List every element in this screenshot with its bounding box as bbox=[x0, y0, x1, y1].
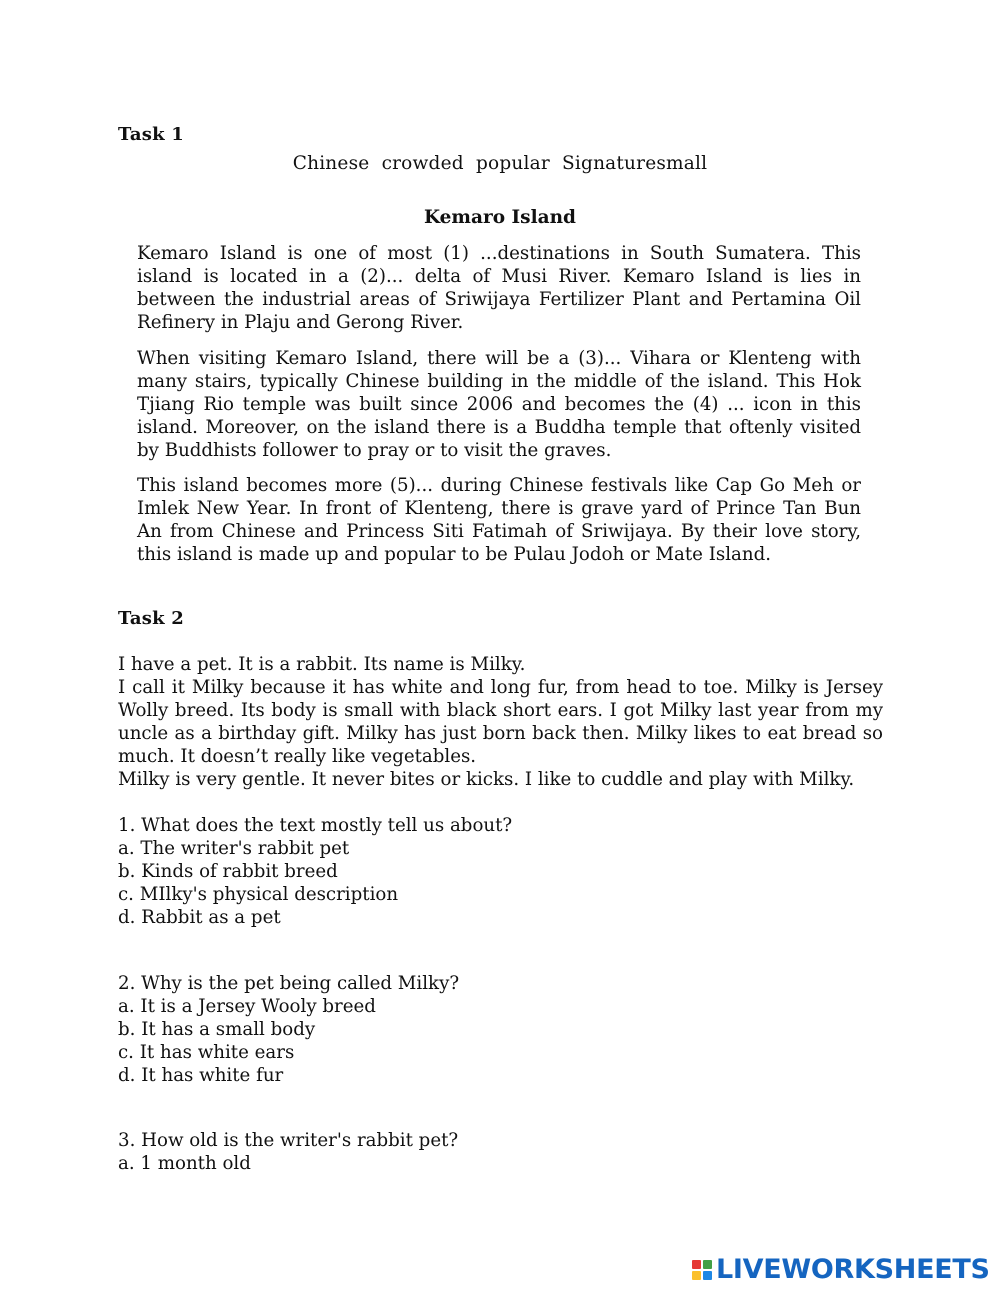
liveworksheets-logo bbox=[692, 1256, 990, 1284]
task1-heading: Task 1 bbox=[118, 124, 184, 145]
question-2-option-d: d. It has white fur bbox=[118, 1065, 284, 1086]
passage-paragraph-3: This island becomes more (5)... during Chinese festivals like Cap Go Meh or Imlek New Year. In front of Klenteng, there is grave yard of Prince Tan Bun An from Chinese and Princess Siti Fatimah of Sriwijaya. By their love story, this island is made up and popular to be Pulau Jodoh or Mate Island. bbox=[137, 475, 861, 565]
logo-tile bbox=[692, 1271, 701, 1280]
story-paragraph: I call it Milky because it has white and long fur, from head to toe. Milky is Jersey Wolly breed. Its body is small with black short ears. I got Milky last year from my uncle as a birthday gift. Milky has just born back then. Milky likes to eat bread so much. It doesn’t really like vegetables. bbox=[118, 677, 883, 767]
logo-tile bbox=[692, 1260, 701, 1269]
question-1: 1. What does the text mostly tell us about? bbox=[118, 815, 513, 836]
logo-tile bbox=[703, 1260, 712, 1269]
story-line-intro: I have a pet. It is a rabbit. Its name is Milky. bbox=[118, 654, 526, 675]
question-3: 3. How old is the writer's rabbit pet? bbox=[118, 1130, 459, 1151]
question-1-option-a: a. The writer's rabbit pet bbox=[118, 838, 350, 859]
passage-paragraph-2: When visiting Kemaro Island, there will be a (3)... Vihara or Klenteng with many stairs, typically Chinese building in the middle of the island. This Hok Tjiang Rio temple was built since 2006 and becomes the (4) ... icon in this island. Moreover, on the island there is a Buddha temple that oftenly visited by Buddhists follower to pray or to visit the graves. bbox=[137, 348, 861, 461]
logo-tiles-icon bbox=[692, 1260, 712, 1280]
question-1-option-b: b. Kinds of rabbit breed bbox=[118, 861, 338, 882]
question-3-option-a: a. 1 month old bbox=[118, 1153, 251, 1174]
word-bank: Chinese crowded popular Signaturesmall bbox=[292, 153, 708, 174]
task2-heading: Task 2 bbox=[118, 608, 184, 629]
question-1-option-c: c. MIlky's physical description bbox=[118, 884, 399, 905]
question-1-option-d: d. Rabbit as a pet bbox=[118, 907, 281, 928]
question-2-option-b: b. It has a small body bbox=[118, 1019, 316, 1040]
question-2: 2. Why is the pet being called Milky? bbox=[118, 973, 460, 994]
passage-title: Kemaro Island bbox=[423, 207, 576, 228]
question-2-option-a: a. It is a Jersey Wooly breed bbox=[118, 996, 376, 1017]
logo-text: LIVEWORKSHEETS bbox=[716, 1254, 990, 1285]
question-2-option-c: c. It has white ears bbox=[118, 1042, 295, 1063]
story-line-last: Milky is very gentle. It never bites or kicks. I like to cuddle and play with Milky. bbox=[118, 769, 855, 790]
passage-paragraph-1: Kemaro Island is one of most (1) ...destinations in South Sumatera. This island is located in a (2)... delta of Musi River. Kemaro Island is lies in between the industrial areas of Sriwijaya Fertilizer Plant and Pertamina Oil Refinery in Plaju and Gerong River. bbox=[137, 243, 861, 333]
logo-tile bbox=[703, 1271, 712, 1280]
